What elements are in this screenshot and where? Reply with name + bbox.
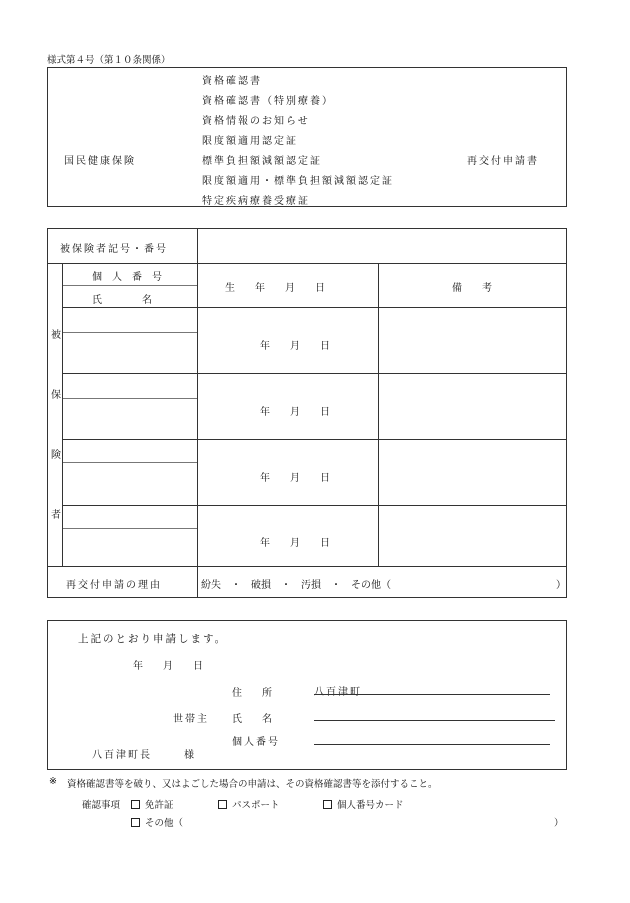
checkbox-icon[interactable] — [218, 800, 227, 809]
side-label-2: 険 — [51, 450, 61, 461]
title-5: 限度額適用・標準負担額減額認定証 — [202, 176, 394, 187]
honorific: 様 — [184, 750, 194, 761]
checkbox-icon[interactable] — [131, 800, 140, 809]
address-label: 住 所 — [232, 688, 272, 699]
applicant-statement: 上記のとおり申請します。 — [78, 633, 228, 645]
checkbox-icon[interactable] — [323, 800, 332, 809]
reason-close: ） — [556, 580, 566, 591]
title-4: 標準負担額減額認定証 — [202, 156, 322, 167]
confirm-option-mynumber[interactable]: 個人番号カード — [323, 797, 404, 811]
confirm-other-close: ） — [554, 818, 564, 829]
confirm-option-passport[interactable]: パスポート — [218, 797, 280, 811]
address-value: 八百津町 — [314, 687, 362, 698]
form-number: 様式第４号（第１０条関係） — [47, 55, 171, 66]
side-label-3: 者 — [51, 510, 61, 521]
confirm-option-other[interactable]: その他（ — [131, 815, 183, 829]
side-label-1: 保 — [51, 390, 61, 401]
note-text: 資格確認書等を破り、又はよごした場合の申請は、その資格確認書等を添付すること。 — [67, 779, 438, 790]
householder-label: 世帯主 — [173, 714, 209, 725]
note-mark: ※ — [49, 776, 57, 787]
title-3: 限度額適用認定証 — [202, 136, 298, 147]
title-1: 資格確認書（特別療養） — [202, 96, 334, 107]
side-label-0: 被 — [51, 330, 61, 341]
title-0: 資格確認書 — [202, 76, 262, 87]
col-remarks: 備 考 — [452, 283, 492, 294]
header-right-label: 再交付申請書 — [467, 156, 539, 167]
title-2: 資格情報のお知らせ — [202, 116, 310, 127]
personal-number-label: 個人番号 — [232, 737, 280, 748]
insured-number-label: 被保険者記号・番号 — [60, 244, 168, 255]
row-date: 年 月 日 — [260, 473, 330, 484]
reason-label: 再交付申請の理由 — [66, 580, 162, 591]
row-date: 年 月 日 — [260, 341, 330, 352]
title-6: 特定疾病療養受療証 — [202, 196, 310, 207]
col-name: 氏 名 — [92, 295, 152, 306]
row-date: 年 月 日 — [260, 538, 330, 549]
confirm-label: 確認事項 — [82, 800, 121, 811]
row-date: 年 月 日 — [260, 407, 330, 418]
applicant-date: 年 月 日 — [133, 661, 203, 672]
header-left-label: 国民健康保険 — [64, 156, 136, 167]
addressee: 八百津町長 — [92, 750, 152, 761]
confirm-option-license[interactable]: 免許証 — [131, 797, 174, 811]
col-birth: 生 年 月 日 — [225, 283, 325, 294]
reason-options: 紛失 ・ 破損 ・ 汚損 ・ その他（ — [201, 580, 391, 591]
name-label: 氏 名 — [232, 714, 272, 725]
checkbox-icon[interactable] — [131, 818, 140, 827]
col-personal-number: 個 人 番 号 — [92, 272, 162, 283]
